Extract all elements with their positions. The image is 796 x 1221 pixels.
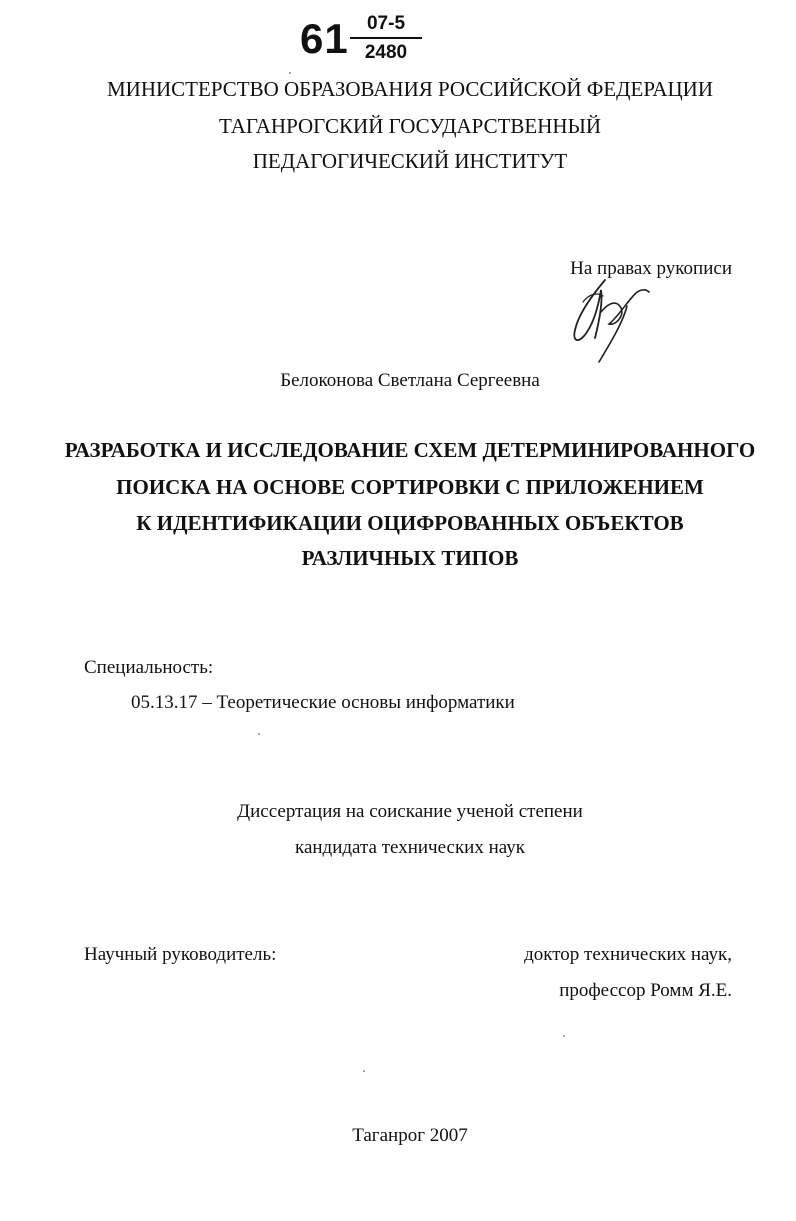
archive-stamp-fraction-bar — [350, 37, 422, 39]
specialty-value: 05.13.17 – Теоретические основы информатики — [131, 692, 515, 713]
handwritten-signature — [565, 272, 655, 364]
institute-heading-line-2: ПЕДАГОГИЧЕСКИЙ ИНСТИТУТ — [252, 149, 568, 173]
dissertation-title-line-1: РАЗРАБОТКА И ИССЛЕДОВАНИЕ СХЕМ ДЕТЕРМИНИРОВАННОГО — [64, 438, 756, 462]
city-year: Таганрог 2007 — [352, 1125, 468, 1146]
author-name: Белоконова Светлана Сергеевна — [280, 370, 540, 391]
scan-speck — [563, 1035, 565, 1037]
dissertation-title-line-2: ПОИСКА НА ОСНОВЕ СОРТИРОВКИ С ПРИЛОЖЕНИЕМ — [116, 475, 704, 499]
scan-speck — [289, 72, 291, 74]
dissertation-title-line-4: РАЗЛИЧНЫХ ТИПОВ — [301, 546, 519, 570]
archive-stamp-number: 61 — [300, 15, 349, 62]
specialty-label: Специальность: — [84, 657, 214, 678]
archive-stamp-numerator: 07-5 — [366, 13, 406, 34]
manuscript-rights-note: На правах рукописи — [570, 258, 732, 279]
institute-heading-line-1: ТАГАНРОГСКИЙ ГОСУДАРСТВЕННЫЙ — [218, 114, 602, 138]
supervisor-degree: доктор технических наук, — [524, 944, 732, 965]
scan-speck — [363, 1070, 365, 1072]
supervisor-label: Научный руководитель: — [84, 944, 277, 965]
supervisor-name: профессор Ромм Я.Е. — [559, 980, 732, 1001]
ministry-heading: МИНИСТЕРСТВО ОБРАЗОВАНИЯ РОССИЙСКОЙ ФЕДЕРАЦИИ — [106, 77, 713, 101]
archive-stamp-denominator: 2480 — [364, 42, 408, 63]
scan-speck — [258, 733, 260, 735]
dissertation-degree-line-1: Диссертация на соискание ученой степени — [237, 801, 583, 822]
dissertation-title-line-3: К ИДЕНТИФИКАЦИИ ОЦИФРОВАННЫХ ОБЪЕКТОВ — [136, 511, 684, 535]
dissertation-degree-line-2: кандидата технических наук — [295, 837, 525, 858]
archive-stamp-fraction — [350, 12, 422, 65]
